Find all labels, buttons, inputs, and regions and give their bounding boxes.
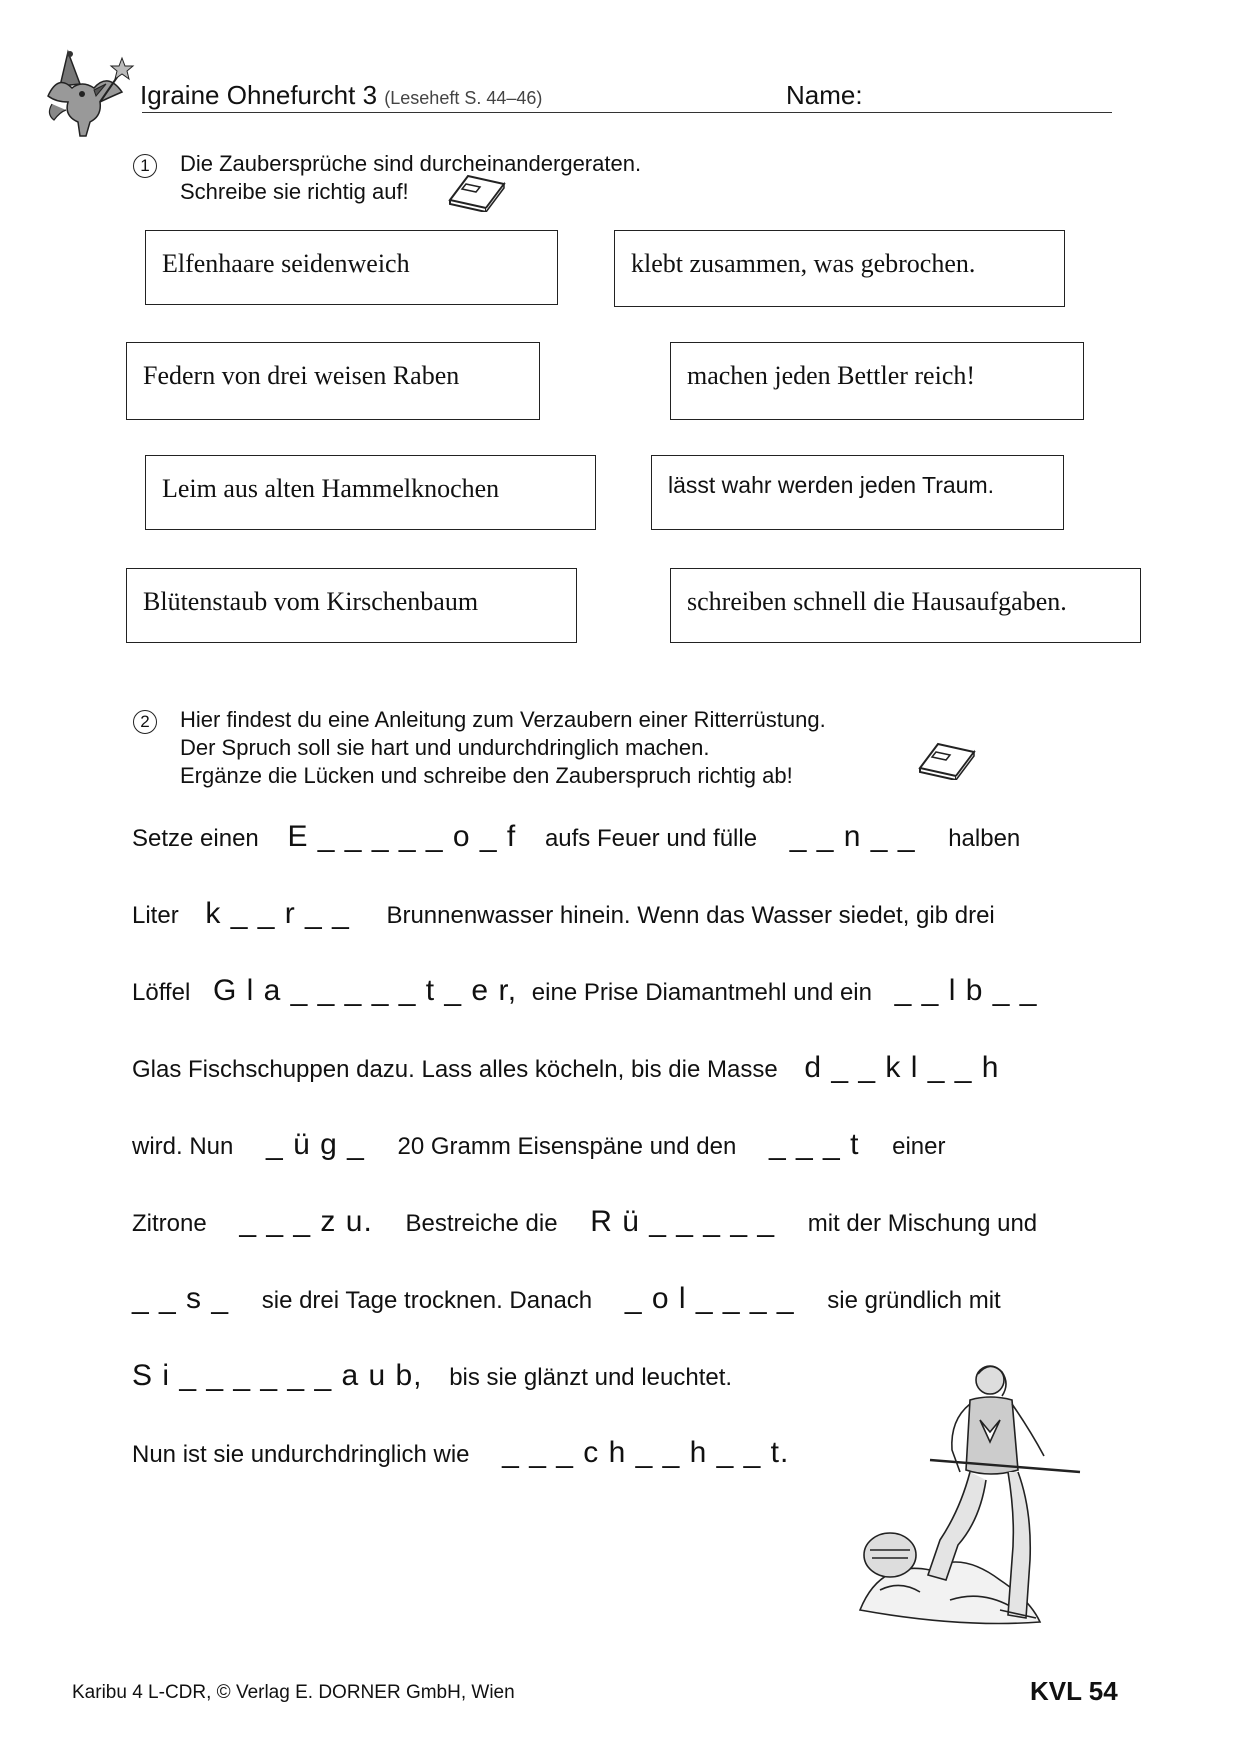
cloze-gap[interactable]: _ _ n _ _	[789, 820, 916, 853]
cloze-text: Glas Fischschuppen dazu. Lass alles köcheln, bis die Masse	[132, 1056, 778, 1083]
exercise-2-instruction-line-3: Ergänze die Lücken und schreibe den Zauberspruch richtig ab!	[180, 763, 793, 788]
cloze-gap[interactable]: _ ü g _	[266, 1128, 365, 1161]
spell-box: klebt zusammen, was gebrochen.	[614, 230, 1065, 307]
exercise-2-number: 2	[133, 710, 157, 734]
cloze-gap[interactable]: d _ _ k l _ _ h	[804, 1051, 1000, 1084]
exercise-2-instruction-line-1: Hier findest du eine Anleitung zum Verzaubern einer Ritterrüstung.	[180, 707, 826, 732]
cloze-gap[interactable]: _ _ _ c h _ _ h _ _ t.	[502, 1436, 790, 1469]
spell-box: Blütenstaub vom Kirschenbaum	[126, 568, 577, 643]
cloze-line	[132, 974, 1037, 1008]
cloze-line	[132, 1359, 732, 1393]
cloze-text: wird. Nun	[132, 1133, 234, 1160]
page-code: KVL 54	[1030, 1676, 1118, 1706]
spell-box: machen jeden Bettler reich!	[670, 342, 1084, 420]
cloze-text: Bestreiche die	[405, 1210, 558, 1237]
cloze-text: halben	[948, 825, 1021, 852]
cloze-text: Brunnenwasser hinein. Wenn das Wasser siedet, gib drei	[386, 902, 995, 929]
cloze-line	[132, 897, 995, 931]
spell-box: Leim aus alten Hammelknochen	[145, 455, 596, 530]
cloze-line	[132, 1051, 999, 1085]
cloze-gap[interactable]: k _ _ r _ _	[205, 897, 350, 930]
name-label: Name:	[786, 80, 863, 110]
spell-box: schreiben schnell die Hausaufgaben.	[670, 568, 1141, 643]
cloze-line	[132, 1205, 1037, 1239]
cloze-line	[132, 1128, 945, 1162]
cloze-text: Löffel	[132, 979, 191, 1006]
cloze-gap[interactable]: R ü _ _ _ _ _	[590, 1205, 776, 1238]
cloze-gap[interactable]: _ o l _ _ _ _	[624, 1282, 795, 1315]
cloze-line	[132, 1436, 789, 1470]
cloze-gap[interactable]: _ _ _ z u.	[239, 1205, 373, 1238]
cloze-gap[interactable]: E _ _ _ _ _ o _ f	[287, 820, 517, 853]
cloze-text: eine Prise Diamantmehl und ein	[531, 979, 872, 1006]
cloze-gap[interactable]: G l a _ _ _ _ _ t _ e r,	[212, 974, 518, 1007]
footer-copyright: Karibu 4 L-CDR, © Verlag E. DORNER GmbH, Wien	[72, 1682, 515, 1703]
cloze-text: Nun ist sie undurchdringlich wie	[132, 1441, 470, 1468]
write-book-icon	[446, 170, 508, 212]
spell-box: lässt wahr werden jeden Traum.	[651, 455, 1064, 530]
exercise-1-instruction-line-2: Schreibe sie richtig auf!	[180, 179, 409, 204]
cloze-text: sie drei Tage trocknen. Danach	[261, 1287, 593, 1314]
wizard-bird-logo-icon	[38, 44, 138, 140]
cloze-text: aufs Feuer und fülle	[544, 825, 758, 852]
cloze-gap[interactable]: _ _ s _	[132, 1282, 230, 1315]
cloze-gap[interactable]: _ _ _ t	[769, 1128, 860, 1161]
cloze-text: sie gründlich mit	[827, 1287, 1001, 1314]
write-book-icon	[916, 738, 978, 780]
cloze-line	[132, 820, 1020, 854]
cloze-text: 20 Gramm Eisenspäne und den	[397, 1133, 737, 1160]
spell-box: Federn von drei weisen Raben	[126, 342, 540, 420]
cloze-line	[132, 1282, 1001, 1316]
cloze-text: Liter	[132, 902, 179, 929]
cloze-text: Zitrone	[132, 1210, 207, 1237]
exercise-1-number: 1	[133, 154, 157, 178]
cloze-gap[interactable]: _ _ l b _ _	[894, 974, 1038, 1007]
name-line[interactable]	[142, 112, 1112, 113]
exercise-1-instruction-line-1: Die Zaubersprüche sind durcheinandergeraten.	[180, 151, 642, 176]
cloze-text: Setze einen	[132, 825, 259, 852]
knight-illustration-icon	[840, 1360, 1100, 1630]
cloze-text: einer	[892, 1133, 946, 1160]
cloze-text: mit der Mischung und	[807, 1210, 1038, 1237]
cloze-text: bis sie glänzt und leuchtet.	[449, 1364, 733, 1391]
cloze-gap[interactable]: S i _ _ _ _ _ _ a u b,	[132, 1359, 423, 1392]
worksheet-title: Igraine Ohnefurcht 3 (Leseheft S. 44–46)	[140, 80, 543, 110]
spell-box: Elfenhaare seidenweich	[145, 230, 558, 305]
exercise-2-instruction-line-2: Der Spruch soll sie hart und undurchdringlich machen.	[180, 735, 710, 760]
